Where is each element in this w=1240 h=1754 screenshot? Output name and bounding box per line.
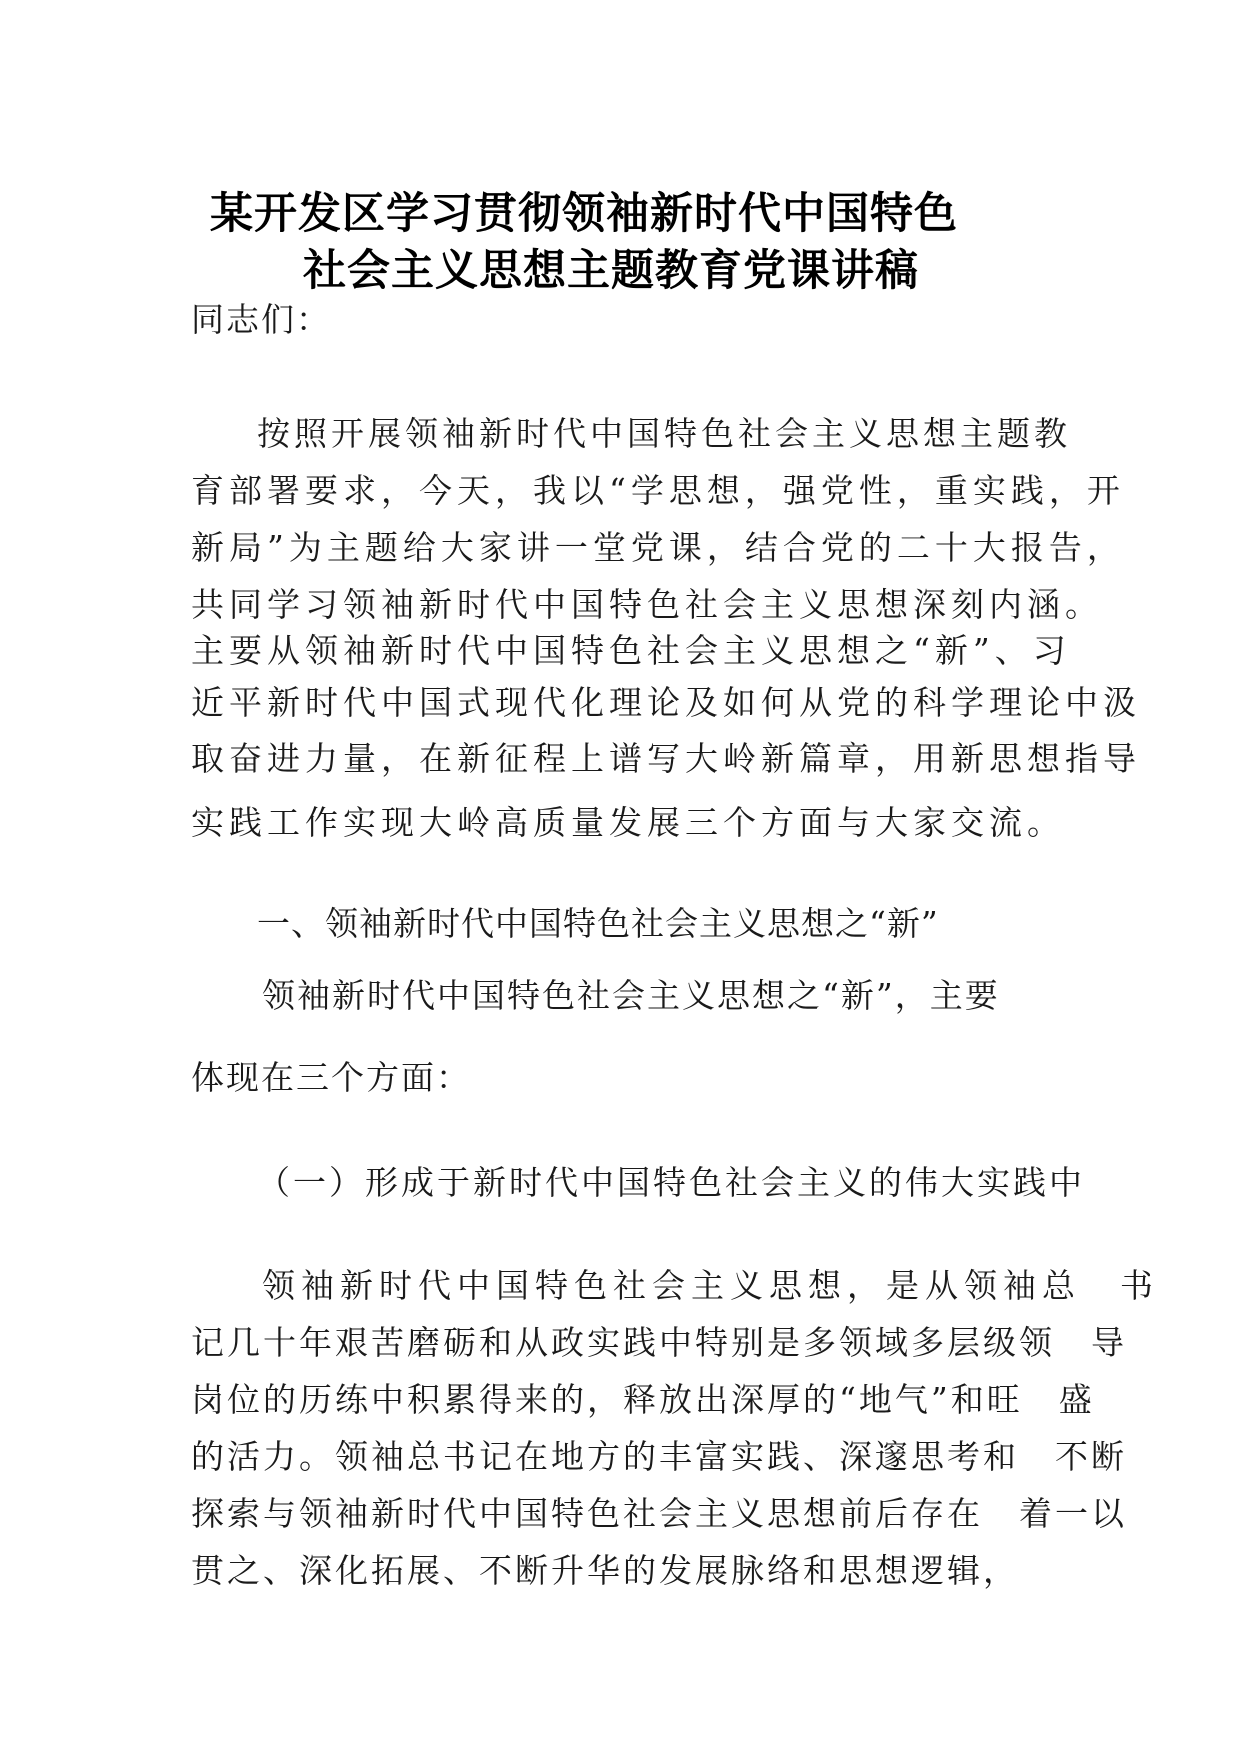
subsection-heading: （一）形成于新时代中国特色社会主义的伟大实践中 [257, 1163, 1085, 1202]
document-title-line-1: 某开发区学习贯彻领袖新时代中国特色 [210, 189, 958, 239]
body-line: 的活力。领袖总书记在地方的丰富实践、深邃思考和 不断 [191, 1437, 1127, 1476]
intro-line: 近平新时代中国式现代化理论及如何从党的科学理论中汲 [191, 683, 1141, 722]
intro-line: 实践工作实现大岭高质量发展三个方面与大家交流。 [191, 803, 1065, 842]
body-line: 探索与领袖新时代中国特色社会主义思想前后存在 着一以 [191, 1494, 1127, 1533]
document-title-line-2: 社会主义思想主题教育党课讲稿 [303, 246, 919, 296]
intro-line: 取奋进力量，在新征程上谱写大岭新篇章，用新思想指导 [191, 739, 1141, 778]
body-line: 岗位的历练中积累得来的，释放出深厚的“地气”和旺 盛 [191, 1380, 1095, 1419]
intro-line: 按照开展领袖新时代中国特色社会主义思想主题教 [257, 414, 1071, 453]
body-line: 领袖新时代中国特色社会主义思想，是从领袖总 书 [262, 1266, 1159, 1305]
salutation: 同志们： [191, 300, 331, 339]
intro-line: 主要从领袖新时代中国特色社会主义思想之“新”、习 [191, 631, 1071, 670]
intro-line: 育部署要求，今天，我以“学思想，强党性，重实践，开 [191, 471, 1125, 510]
intro-line: 新局”为主题给大家讲一堂党课，结合党的二十大报告， [191, 528, 1125, 567]
body-line: 贯之、深化拓展、不断升华的发展脉络和思想逻辑， [191, 1551, 1019, 1590]
body-line: 记几十年艰苦磨砺和从政实践中特别是多领域多层级领 导 [191, 1323, 1127, 1362]
section-heading: 一、领袖新时代中国特色社会主义思想之“新” [257, 904, 939, 943]
section-intro-line: 体现在三个方面： [191, 1058, 471, 1097]
intro-line: 共同学习领袖新时代中国特色社会主义思想深刻内涵。 [191, 585, 1103, 624]
section-intro-line: 领袖新时代中国特色社会主义思想之“新”，主要 [262, 976, 1000, 1015]
